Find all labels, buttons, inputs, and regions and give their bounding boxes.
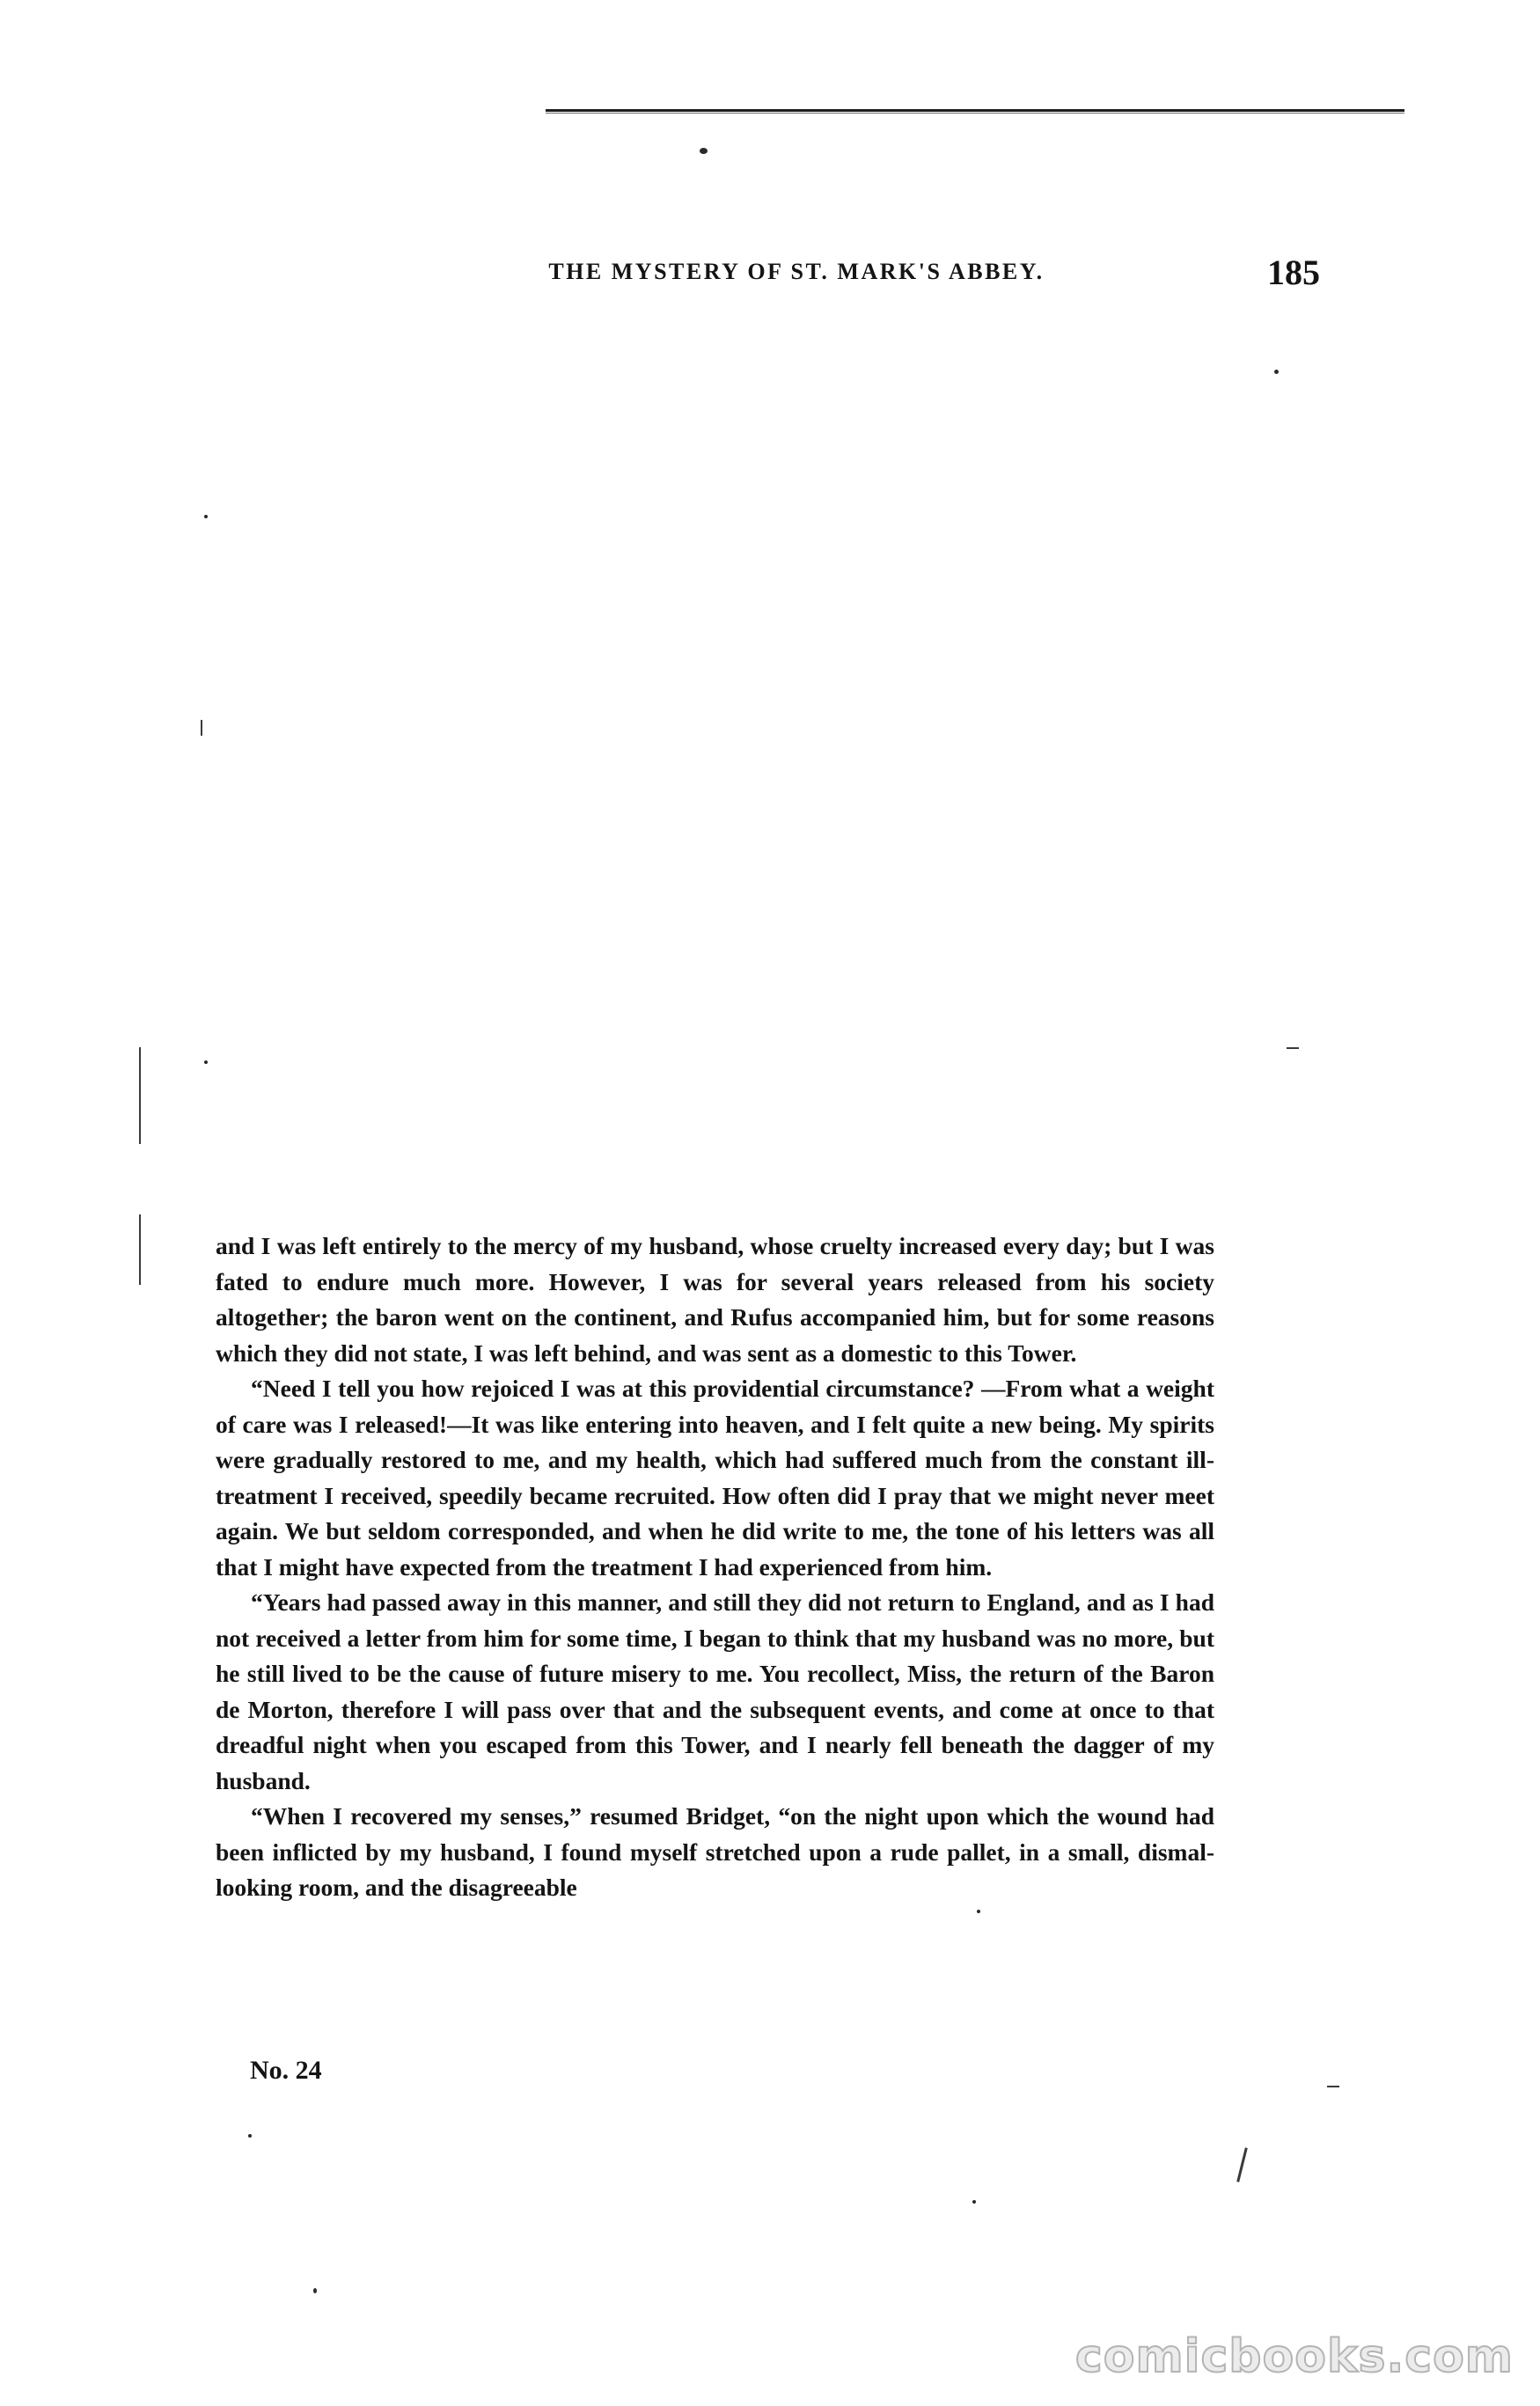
ink-speck [204, 1060, 208, 1064]
watermark: comicbooks.com [1074, 2330, 1514, 2383]
ink-speck [700, 148, 708, 154]
margin-mark [139, 1047, 141, 1144]
running-title: THE MYSTERY OF ST. MARK'S ABBEY. [548, 259, 1045, 284]
ink-speck [313, 2288, 317, 2293]
top-rule [546, 109, 1404, 112]
ink-speck [972, 2200, 976, 2204]
margin-mark [201, 720, 202, 736]
paragraph: “Need I tell you how rejoiced I was at this providential circumstance? —From what a weight of care was I released!—It was like entering into heaven, and I felt quite a new being. My spirits were gradually restored to me, and my health, which had suffered much from the constant ill-treatment I received, speedily became recruited. How often did I pray that we might never meet again. We but seldom corresponded, and when he did write to me, the tone of his letters was all that I might have expected from the treatment I had experienced from him. [216, 1375, 1214, 1581]
body-text [216, 1229, 1214, 1906]
page-header [422, 255, 1320, 299]
paragraph: “Years had passed away in this manner, and still they did not return to England, and as I had not received a letter from him for some time, I began to think that my husband was no more, but he still lived to be the cause of future misery to me. You recollect, Miss, the return of the Baron de Morton, therefore I will pass over that and the subsequent events, and come at once to that dreadful night when you escaped from this Tower, and I nearly fell beneath the dagger of my husband. [216, 1588, 1214, 1794]
paragraph: “When I recovered my senses,” resumed Bridget, “on the night upon which the wound had been inflicted by my husband, I found myself stretched upon a rude pallet, in a small, dismal-looking room, and the disagreeable [216, 1802, 1214, 1901]
margin-mark [139, 1214, 141, 1285]
paragraph: and I was left entirely to the mercy of my husband, whose cruelty increased every day; but I was fated to endure much more. However, I was for several years released from his society altogether; the baron went on the continent, and Rufus accompanied him, but for some reasons which they did not state, I was left behind, and was sent as a domestic to this Tower. [216, 1232, 1214, 1367]
margin-mark [1327, 2086, 1339, 2087]
ink-speck [248, 2134, 252, 2138]
ink-speck [1274, 370, 1279, 374]
signature-mark: No. 24 [250, 2056, 322, 2085]
margin-mark [1287, 1047, 1299, 1049]
page-number: 185 [1267, 253, 1320, 292]
margin-mark [1236, 2147, 1248, 2182]
ink-speck [977, 1910, 980, 1913]
top-rule-shadow [546, 113, 1404, 114]
ink-speck [204, 515, 208, 518]
